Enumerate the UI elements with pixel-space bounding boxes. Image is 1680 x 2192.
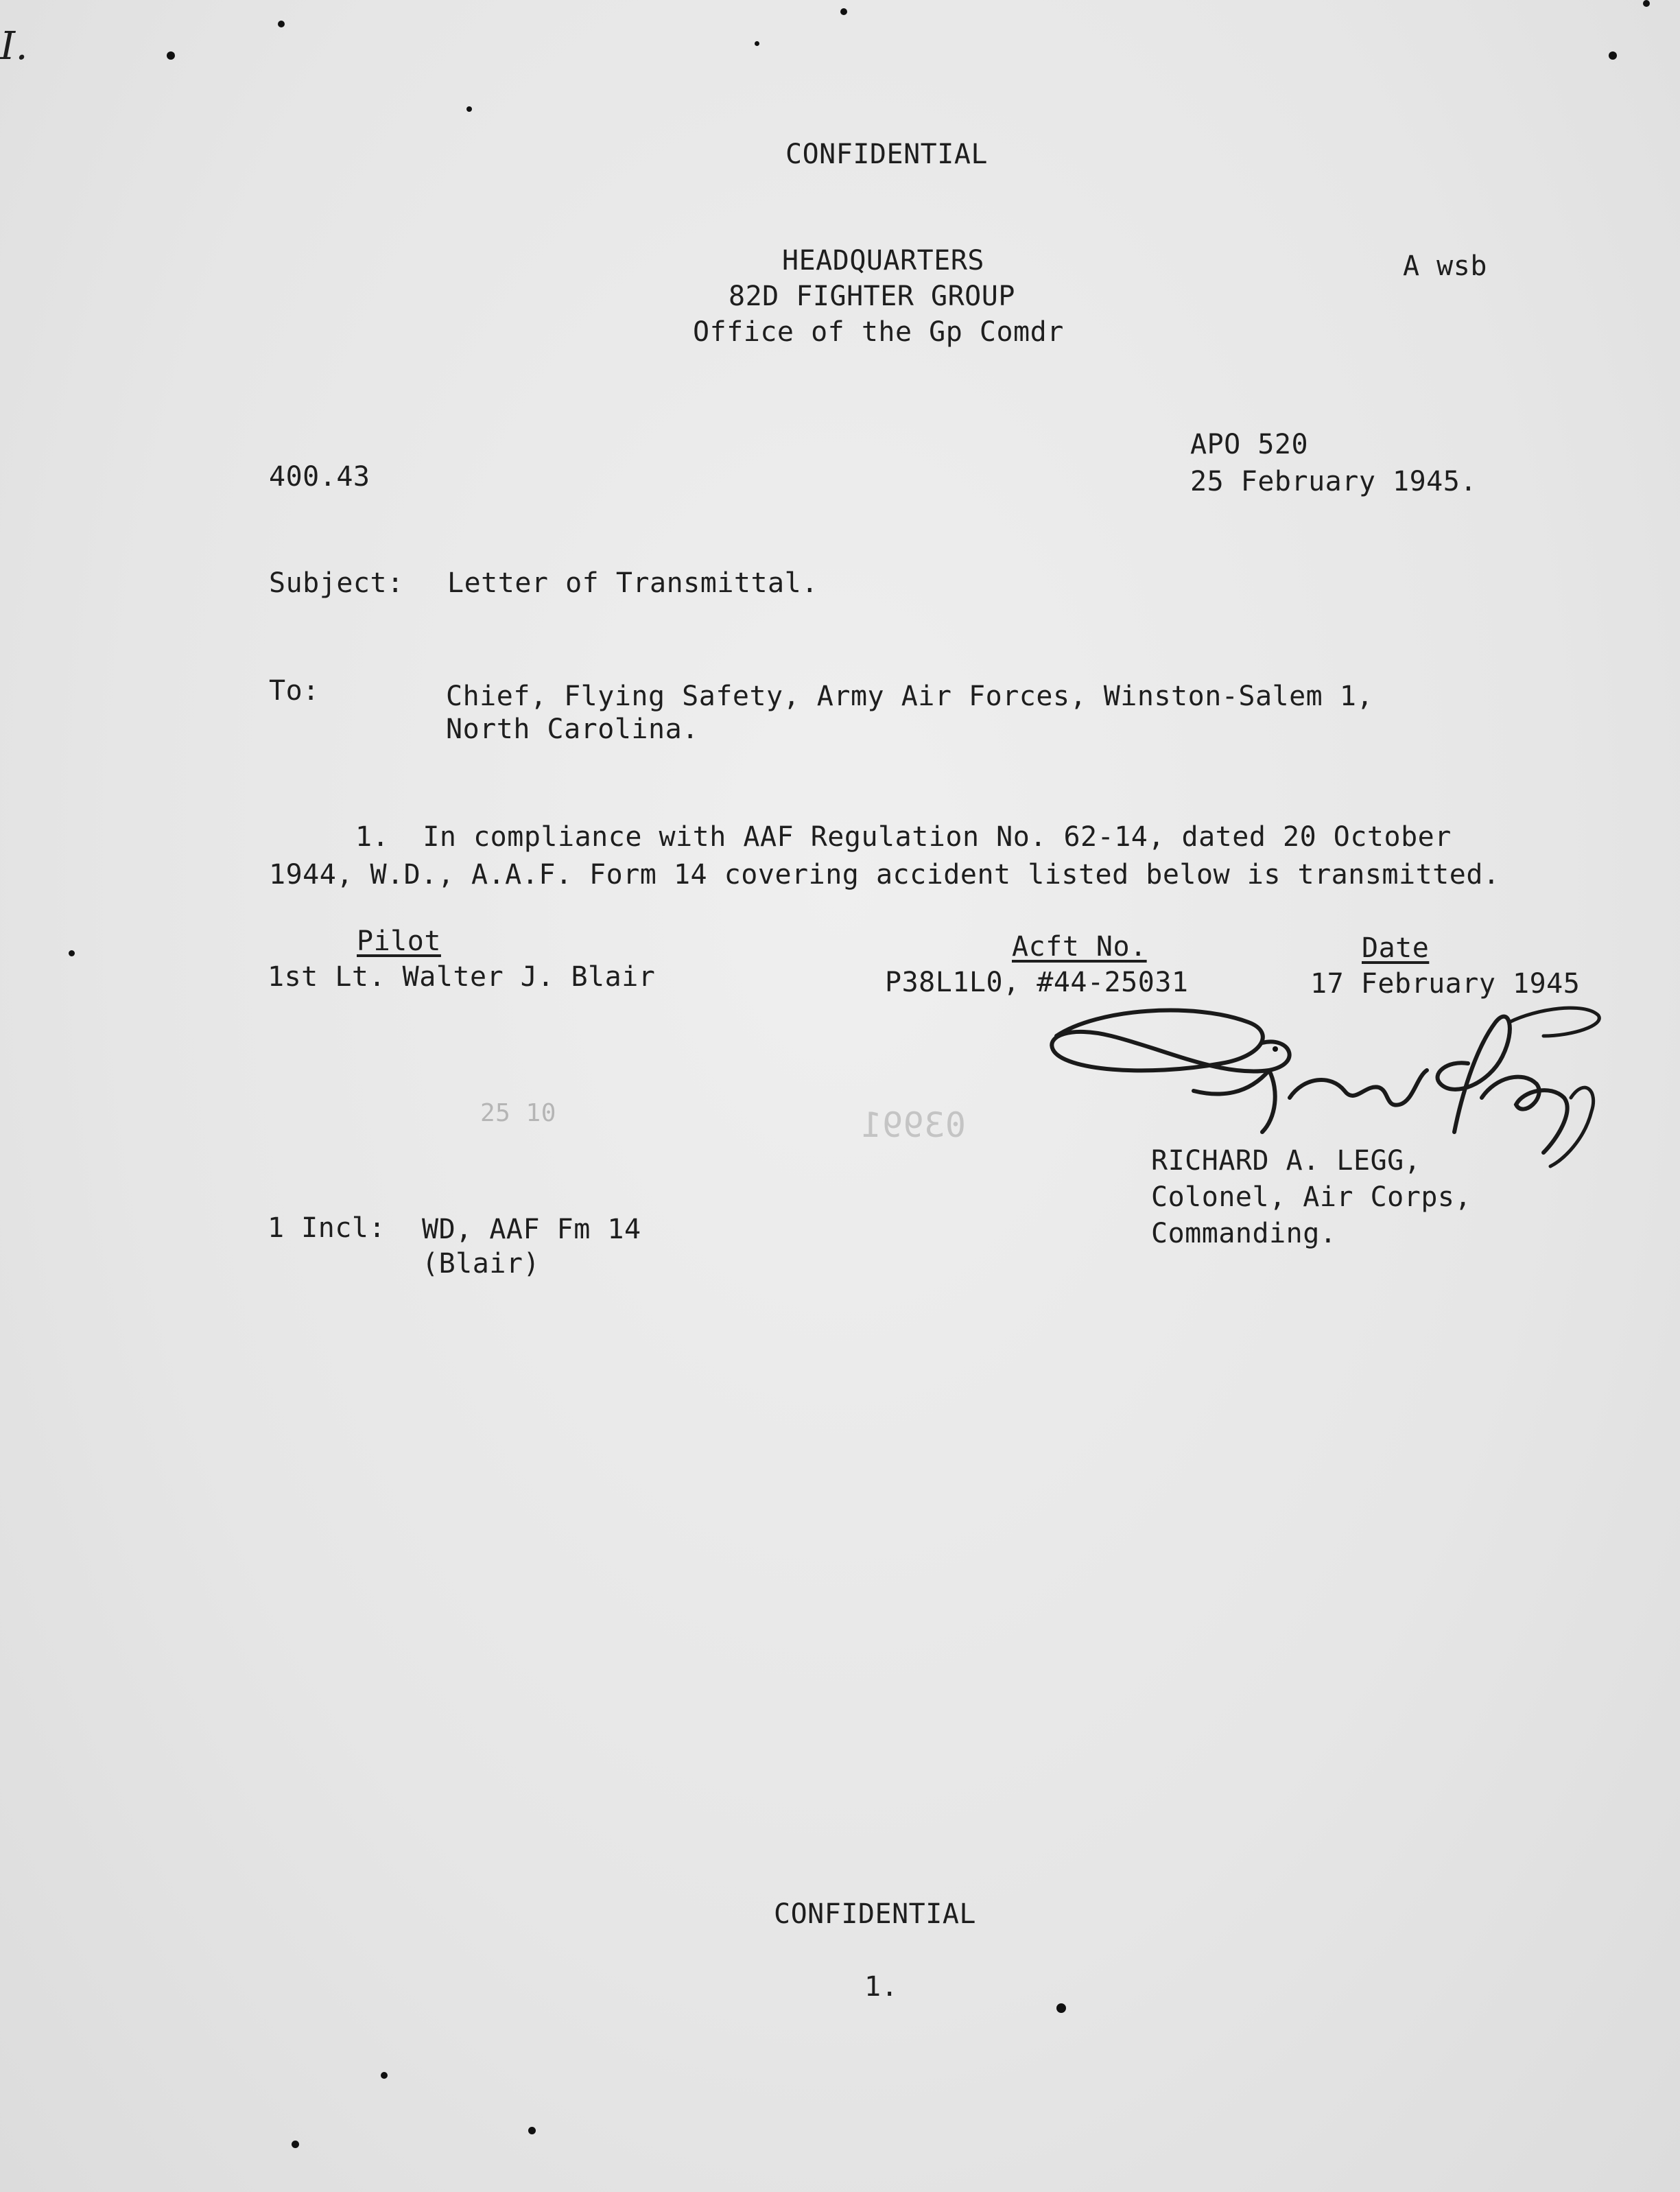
inclosure-line2: (Blair) <box>422 1248 541 1280</box>
letterhead-line3: Office of the Gp Comdr <box>693 316 1064 348</box>
speck <box>69 950 75 956</box>
table-cell-pilot: 1st Lt. Walter J. Blair <box>268 961 656 993</box>
speck <box>292 2141 299 2148</box>
speck <box>167 51 175 60</box>
speck <box>381 2072 388 2079</box>
paragraph-line2: 1944, W.D., A.A.F. Form 14 covering accident listed below is transmitted. <box>269 859 1500 891</box>
corner-mark: I. <box>0 24 28 69</box>
footer-confidential: CONFIDENTIAL <box>774 1898 976 1930</box>
routing-initials: A wsb <box>1403 250 1487 282</box>
signatory-rank: Colonel, Air Corps, <box>1151 1181 1472 1213</box>
signatory-title: Commanding. <box>1151 1218 1337 1249</box>
paragraph-line1: 1. In compliance with AAF Regulation No. 62-14, dated 20 October <box>355 821 1452 853</box>
apo-number: APO 520 <box>1190 429 1309 460</box>
table-cell-aircraft: P38L1L0, #44-25031 <box>885 967 1189 998</box>
speck <box>528 2127 536 2134</box>
speck <box>840 8 847 15</box>
speck <box>1056 2003 1066 2013</box>
speck <box>755 41 759 46</box>
page-number: 1. <box>864 1971 899 2003</box>
speck <box>278 21 285 27</box>
inclosure-line1: WD, AAF Fm 14 <box>422 1214 641 1245</box>
speck <box>466 106 472 112</box>
letter-date: 25 February 1945. <box>1190 466 1477 497</box>
subject-label: Subject: <box>269 567 404 599</box>
to-label: To: <box>269 675 320 707</box>
letterhead-line2: 82D FIGHTER GROUP <box>729 281 1015 312</box>
signatory-name: RICHARD A. LEGG, <box>1151 1145 1421 1177</box>
speck <box>1609 51 1617 60</box>
table-header-aircraft: Acft No. <box>1012 931 1147 963</box>
letterhead-line1: HEADQUARTERS <box>782 245 984 276</box>
to-line1: Chief, Flying Safety, Army Air Forces, Winston-Salem 1, <box>446 681 1374 712</box>
subject-text: Letter of Transmittal. <box>447 567 818 599</box>
inclosure-label: 1 Incl: <box>268 1212 386 1244</box>
faded-stamp-2: 03991 <box>861 1105 967 1145</box>
table-header-date: Date <box>1362 932 1430 964</box>
speck <box>1273 1046 1278 1052</box>
file-number: 400.43 <box>269 461 370 493</box>
header-confidential: CONFIDENTIAL <box>785 139 988 170</box>
to-line2: North Carolina. <box>446 714 699 745</box>
faded-stamp-1: 25 10 <box>480 1099 556 1127</box>
speck <box>1643 0 1650 7</box>
table-header-pilot: Pilot <box>357 926 441 957</box>
table-cell-date: 17 February 1945 <box>1310 968 1581 1000</box>
